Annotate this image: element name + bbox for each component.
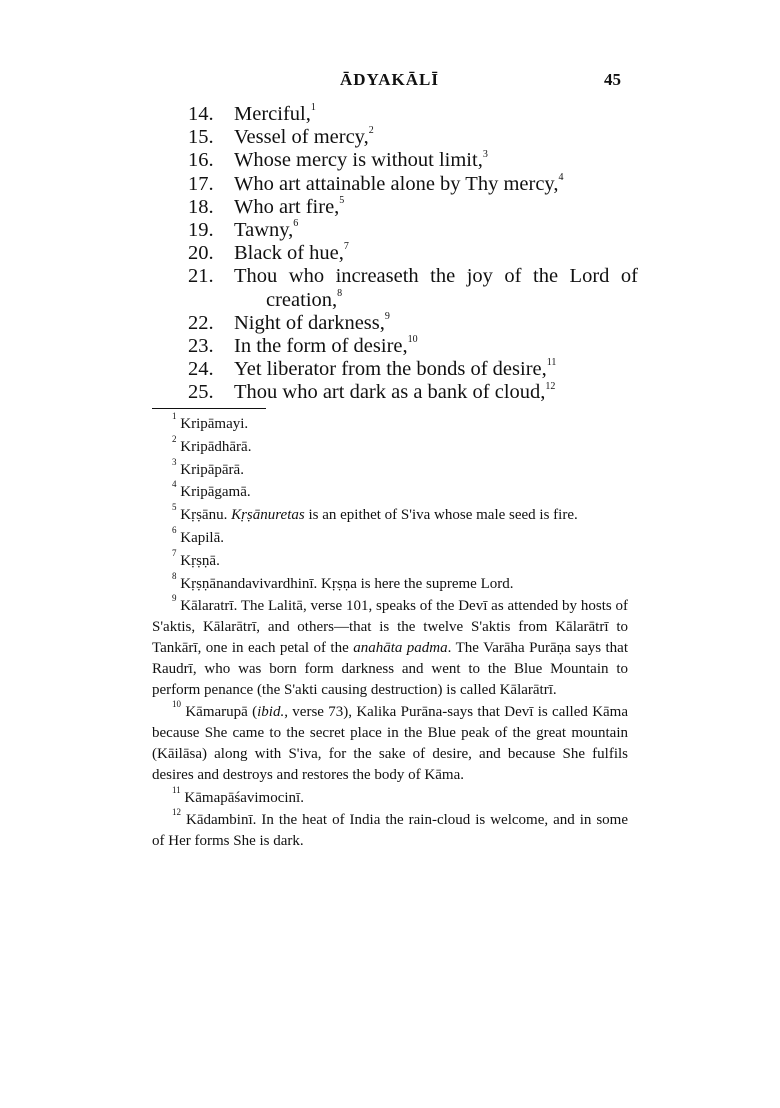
footnote-number: 11 [172,784,181,795]
footnote-number: 1 [172,411,177,421]
footnote-ref: 9 [384,311,390,322]
footnote: $^3$ Kripāpārā. [172,456,244,478]
verse-text: Vessel of mercy,$^2$ [234,125,374,149]
verse-number: 16. [188,149,214,172]
footnote-ref: 3 [482,148,488,160]
footnote-number: 2 [172,433,177,444]
footnote-number: 3 [172,456,177,467]
verse-item [188,381,638,404]
footnote-ref: 10 [407,334,418,346]
verse-item [188,149,638,172]
footnote: $^2$ Kripādhārā. [172,433,252,455]
verse-text: Tawny,$^6$ [234,218,299,242]
verse-number: 17. [188,172,214,195]
verse-item [188,219,638,242]
page-number: 45 [604,70,621,89]
footnote: $^4$ Kripāgamā. [172,479,251,501]
verse-number: 19. [188,219,214,242]
verse-number: 15. [188,126,214,149]
footnote-ref: 4 [558,171,564,183]
footnote: $^{12}$ Kādambinī. In the heat of India the rain-cloud is welcome, and in some of Her forms She is dark. [152,807,629,850]
footnote-ref: 2 [368,125,374,137]
footnote-number: 10 [172,699,181,710]
verse-number: 25. [188,381,214,404]
verse-number: 14. [188,103,214,125]
verse-text: Merciful,$^1$ [234,102,316,125]
footnote-ref: 8 [337,287,343,299]
verse-text: Who art attainable alone by Thy mercy,$^4$ [234,171,564,195]
footnote-number: 4 [172,479,177,490]
verse-item [188,196,638,219]
verse-text: Thou who art dark as a bank of cloud,$^{12}$ [234,380,556,404]
verse-text: Thou who increaseth the joy of the Lord of creation,$^8$ [234,265,638,311]
verse-item [188,335,638,358]
verse-item [188,126,638,149]
footnote-number: 12 [172,807,181,818]
verse-text: Yet liberator from the bonds of desire,$^{11}$ [234,357,557,381]
verse-number: 21. [188,265,214,288]
footnotes [152,411,629,854]
footnote-rule [152,408,266,409]
footnote: $^8$ Kṛṣṇānandavivardhinī. Kṛṣṇa is here the supreme Lord. [172,570,514,592]
footnote-ref: 6 [293,218,299,230]
verse-text: Whose mercy is without limit,$^3$ [234,148,488,172]
footnote-ref: 11 [546,357,557,369]
footnote-ref: 7 [343,241,349,253]
verse-text: Night of darkness,$^9$ [234,311,390,334]
footnote-number: 6 [172,524,177,535]
verse-item [188,265,638,311]
footnote: $^6$ Kapilā. [172,524,224,546]
footnote-ref: 1 [310,102,316,114]
footnote: $^{11}$ Kāmapāśavimocinī. [172,784,304,806]
footnote: $^{10}$ Kāmarupā (ibid., verse 73), Kalika Purāna-says that Devī is called Kāma because She came to the secret place in the Blue peak of the great mountain (Kāilāsa) along with S'iva, for the sake of desire, and because She fulfils desires and destroys and restores the body of Kāma. [152,699,629,783]
verse-text: Black of hue,$^7$ [234,241,349,265]
verse-number: 20. [188,242,214,265]
page-header [0,70,780,94]
footnote-number: 9 [172,593,177,604]
verse-number: 24. [188,358,214,381]
footnote: $^1$ Kripāmayi. [172,411,249,432]
verse-text: Who art fire,$^5$ [234,194,345,218]
footnote: $^5$ Kṛṣānu. Kṛṣānuretas is an epithet of S'iva whose male seed is fire. [172,502,578,524]
footnote-number: 5 [172,502,177,513]
footnote-number: 7 [172,547,177,558]
verse-item [188,242,638,265]
verse-item [188,103,638,126]
footnote: $^9$ Kālaratrī. The Lalitā, verse 101, speaks of the Devī as attended by hosts of S'aktis, Kālarātrī, and others—that is the twelve S'aktis from Kālarātrī to Tankārī, one in each petal of the anahāta padma. The Varāha Purāṇa says that Raudrī, who was born form darkness and went to the Blue Mountain to perform penance (the S'akti causing destruction) is called Kālarātrī. [152,593,629,698]
verse-number: 23. [188,335,214,358]
footnote-ref: 12 [545,380,556,392]
verse-number: 22. [188,311,214,334]
verse-text: In the form of desire,$^{10}$ [234,334,418,358]
running-title: ĀDYAKĀLĪ [340,70,440,89]
verse-number: 18. [188,195,214,218]
verse-item [188,358,638,381]
verse-item [188,312,638,335]
footnote-ref: 5 [339,194,345,206]
footnote-number: 8 [172,570,177,581]
verse-item [188,173,638,196]
verse-list [188,103,638,405]
footnote: $^7$ Kṛṣṇā. [172,547,220,569]
